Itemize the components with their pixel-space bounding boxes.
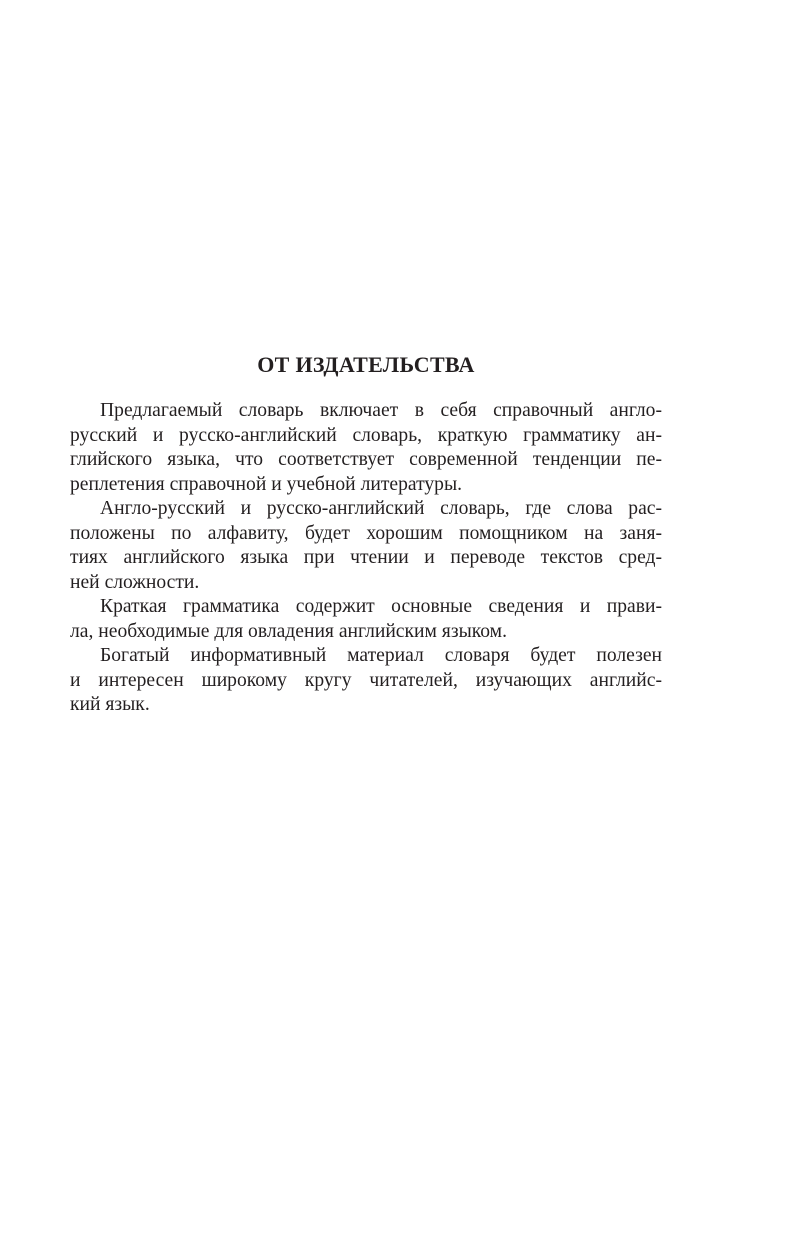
paragraph-3 [70, 595, 662, 644]
text-line: реплетения справочной и учебной литературы. [70, 473, 463, 495]
paragraph-1 [70, 399, 662, 497]
text-line: Богатый информативный материал словаря будет полезен [100, 645, 662, 666]
body-text [70, 399, 662, 718]
text-line: русский и русско-английский словарь, краткую грамматику ан- [70, 424, 662, 446]
text-line: положены по алфавиту, будет хорошим помощником на заня- [70, 522, 662, 544]
paragraph-4 [70, 644, 662, 718]
text-line: ней сложности. [70, 571, 200, 593]
text-line: Предлагаемый словарь включает в себя справочный англо- [100, 400, 662, 421]
text-line: кий язык. [70, 694, 150, 715]
paragraph-2 [70, 497, 662, 595]
section-heading: ОТ ИЗДАТЕЛЬСТВА [257, 352, 475, 377]
text-line: тиях английского языка при чтении и переводе текстов сред- [70, 547, 662, 568]
text-line: ла, необходимые для овладения английским языком. [70, 620, 507, 642]
text-line: глийского языка, что соответствует современной тенденции пе- [70, 449, 662, 470]
text-line: Краткая грамматика содержит основные сведения и прави- [100, 596, 662, 617]
text-line: Англо-русский и русско-английский словарь, где слова рас- [100, 498, 662, 519]
text-line: и интересен широкому кругу читателей, изучающих английс- [70, 669, 662, 691]
